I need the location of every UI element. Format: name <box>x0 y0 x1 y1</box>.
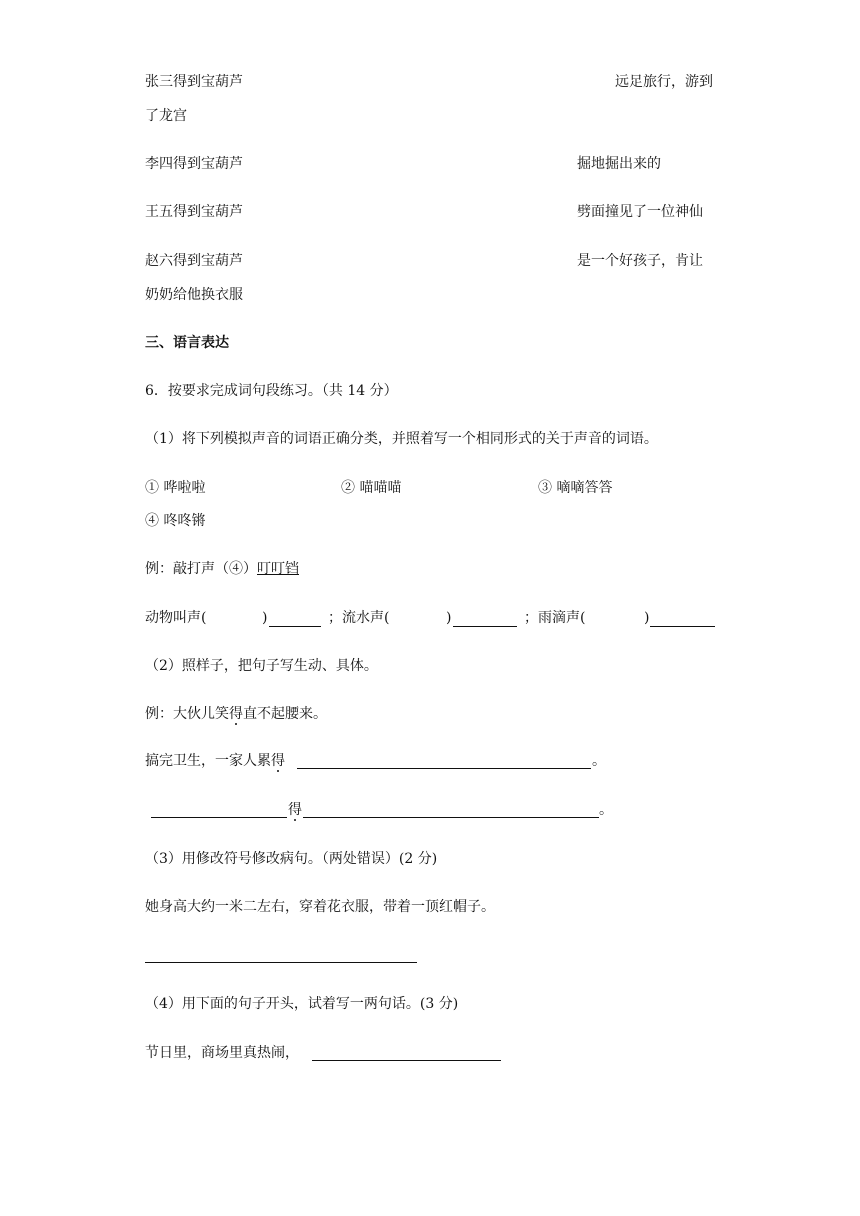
match-left-2: 李四得到宝葫芦 <box>145 156 243 172</box>
part2-line1 <box>145 751 285 771</box>
part4-answer-line[interactable] <box>312 1060 501 1061</box>
part2-example <box>145 704 327 724</box>
example-1 <box>145 559 299 579</box>
fill-animal-paren-close: ) <box>262 610 268 626</box>
match-right-4-continued: 奶奶给他换衣服 <box>145 287 243 303</box>
match-right-1-continued: 了龙宫 <box>145 108 187 124</box>
part3-answer-line[interactable] <box>145 962 417 963</box>
part2-line2-blank-a[interactable] <box>151 817 287 818</box>
part2-line2-period: 。 <box>599 802 613 818</box>
fill-water-paren-close: ) <box>446 610 452 626</box>
part2-line1-period: 。 <box>592 753 606 769</box>
part2-example-de: 得 <box>229 706 243 722</box>
option-4: ④ 咚咚锵 <box>145 513 206 529</box>
match-right-2: 掘地掘出来的 <box>577 156 661 172</box>
fill-rain-blank[interactable] <box>650 626 715 627</box>
part3-sentence: 她身高大约一米二左右，穿着花衣服，带着一顶红帽子。 <box>145 899 495 915</box>
option-3: ③ 嘀嘀答答 <box>538 480 613 496</box>
part2-line1-de: 得 <box>271 753 285 769</box>
fill-water-blank[interactable] <box>453 626 517 627</box>
option-1: ① 哗啦啦 <box>145 480 206 496</box>
part3-instruction: （3）用修改符号修改病句。（两处错误）(2 分) <box>145 851 438 867</box>
example-1-prefix: 例：敲打声（④） <box>145 561 257 577</box>
section-title: 三、语言表达 <box>145 335 229 351</box>
part4-instruction: （4）用下面的句子开头，试着写一两句话。(3 分) <box>145 996 459 1012</box>
fill-water-label: ；流水声( <box>328 610 390 626</box>
part2-line2-de <box>288 800 302 820</box>
part1-instruction: （1）将下列模拟声音的词语正确分类，并照着写一个相同形式的关于声音的词语。 <box>145 431 658 447</box>
part2-line2-de-char: 得 <box>288 802 302 818</box>
match-left-1: 张三得到宝葫芦 <box>145 74 243 90</box>
part2-instruction: （2）照样子，把句子写生动、具体。 <box>145 658 378 674</box>
example-1-word: 叮叮铛 <box>257 561 299 577</box>
fill-rain-label: ；雨滴声( <box>524 610 586 626</box>
fill-animal-label: 动物叫声( <box>145 610 207 626</box>
match-right-1: 远足旅行，游到 <box>615 74 713 90</box>
match-left-3: 王五得到宝葫芦 <box>145 204 243 220</box>
part2-example-post: 直不起腰来。 <box>243 706 327 722</box>
match-left-4: 赵六得到宝葫芦 <box>145 253 243 269</box>
part4-start: 节日里，商场里真热闹， <box>145 1045 299 1061</box>
part2-example-pre: 例：大伙儿笑 <box>145 706 229 722</box>
fill-rain-paren-close: ) <box>644 610 650 626</box>
match-right-4: 是一个好孩子，肯让 <box>577 253 703 269</box>
match-right-3: 劈面撞见了一位神仙 <box>577 204 703 220</box>
part2-line1-blank[interactable] <box>297 768 591 769</box>
fill-animal-blank[interactable] <box>269 626 321 627</box>
part2-line1-pre: 搞完卫生，一家人累 <box>145 753 271 769</box>
part2-line2-blank-b[interactable] <box>303 817 599 818</box>
question-6-title: 6．按要求完成词句段练习。（共 14 分） <box>145 383 398 399</box>
option-2: ② 喵喵喵 <box>341 480 402 496</box>
